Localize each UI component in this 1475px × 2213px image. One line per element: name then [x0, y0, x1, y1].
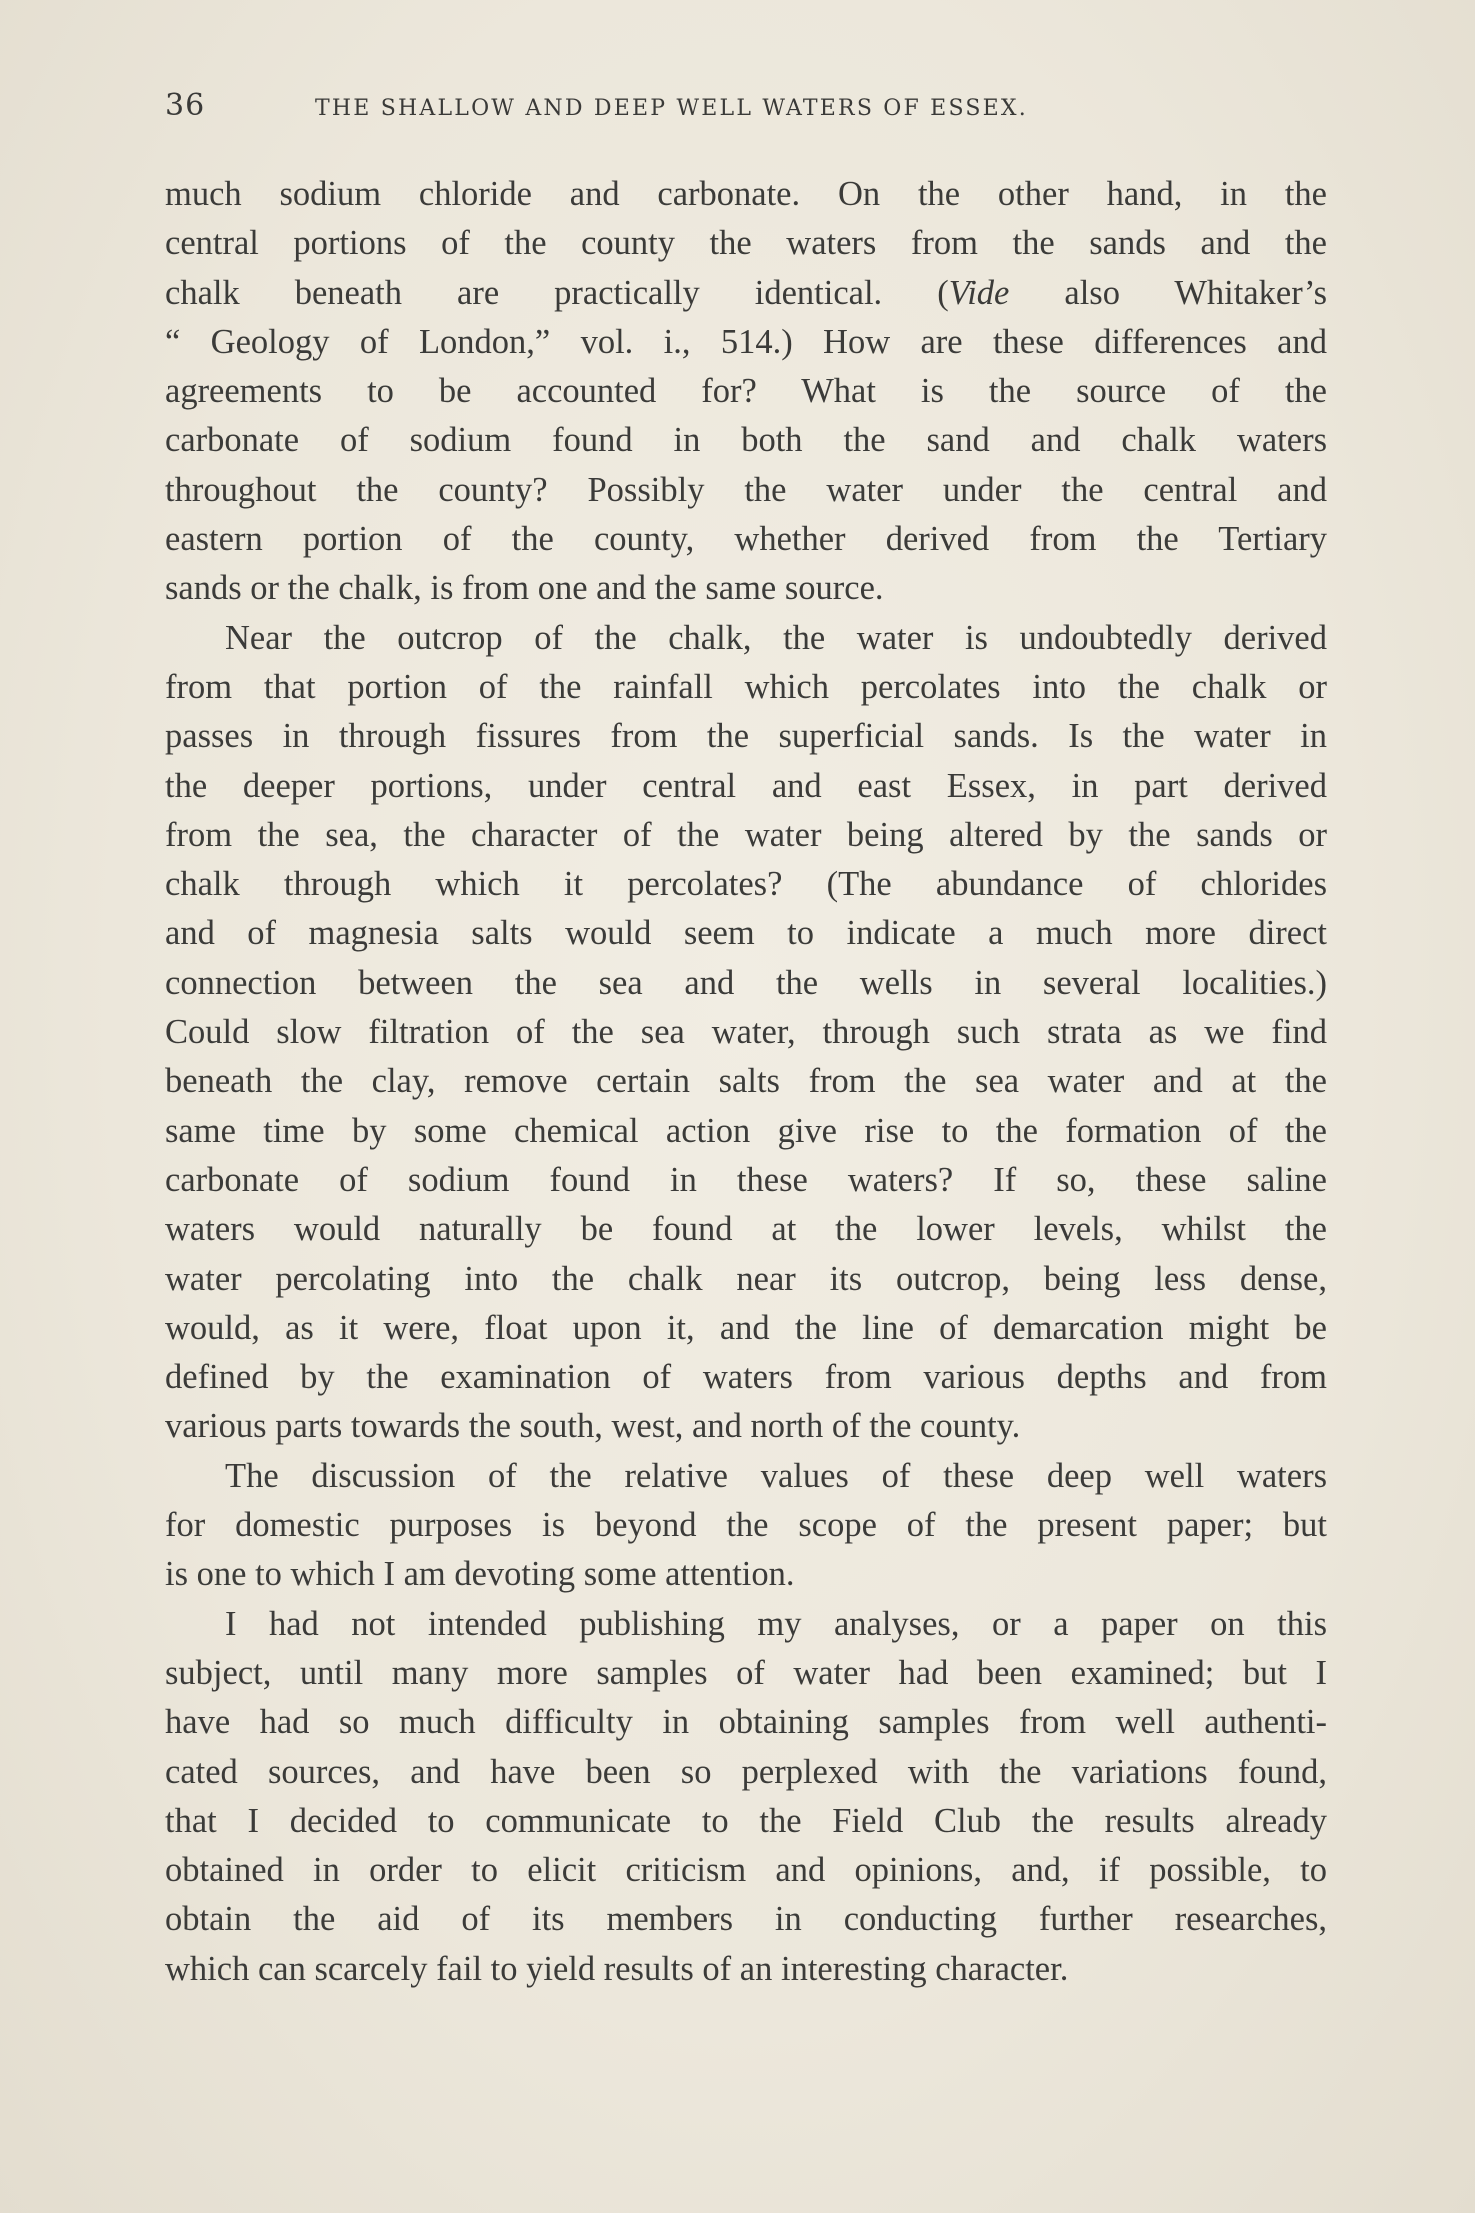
text-line: connection between the sea and the wells in several localities.) [165, 963, 1327, 1002]
text-line: subject, until many more samples of water had been examined; but I [165, 1653, 1327, 1692]
paragraph [165, 1452, 1327, 1600]
text-line: sands or the chalk, is from one and the same source. [165, 569, 884, 608]
text-line: obtained in order to elicit criticism and opinions, and, if possible, to [165, 1851, 1327, 1890]
text-line: Near the outcrop of the chalk, the water is undoubtedly derived [225, 618, 1327, 657]
page-header [165, 88, 1330, 138]
text-line: waters would naturally be found at the lower levels, whilst the [165, 1210, 1327, 1249]
text-line: which can scarcely fail to yield results of an interesting character. [165, 1949, 1069, 1988]
text-line: I had not intended publishing my analyses, or a paper on this [225, 1604, 1327, 1643]
text-line: chalk through which it percolates? (The abundance of chlorides [165, 865, 1327, 904]
text-line: various parts towards the south, west, and north of the county. [165, 1407, 1021, 1446]
text-line: cated sources, and have been so perplexed with the variations found, [165, 1752, 1327, 1791]
text-line: defined by the examination of waters from various depths and from [165, 1358, 1327, 1397]
text-line: The discussion of the relative values of these deep well waters [225, 1456, 1327, 1495]
text-line: carbonate of sodium found in both the sand and chalk waters [165, 421, 1327, 460]
text-line: Could slow filtration of the sea water, through such strata as we find [165, 1013, 1327, 1052]
paragraph [165, 1600, 1327, 1994]
text-line: would, as it were, float upon it, and the line of demarcation might be [165, 1308, 1327, 1347]
text-line: carbonate of sodium found in these waters? If so, these saline [165, 1160, 1327, 1199]
text-line: for domestic purposes is beyond the scope of the present paper; but [165, 1506, 1327, 1545]
text-line: same time by some chemical action give rise to the formation of the [165, 1111, 1327, 1150]
text-line: water percolating into the chalk near its outcrop, being less dense, [165, 1259, 1327, 1298]
text-line: central portions of the county the waters from the sands and the [165, 224, 1327, 263]
text-line: agreements to be accounted for? What is the source of the [165, 372, 1327, 411]
paragraph [165, 614, 1327, 1452]
text-line: the deeper portions, under central and east Essex, in part derived [165, 766, 1327, 805]
text-line: and of magnesia salts would seem to indicate a much more direct [165, 914, 1327, 953]
text-line: is one to which I am devoting some attention. [165, 1555, 795, 1594]
text-line: passes in through fissures from the superficial sands. Is the water in [165, 717, 1327, 756]
running-head: THE SHALLOW AND DEEP WELL WATERS OF ESSEX. [315, 96, 1028, 121]
page-number: 36 [165, 88, 206, 123]
text-line: that I decided to communicate to the Field Club the results already [165, 1801, 1327, 1840]
body-text [165, 170, 1327, 1994]
text-line: beneath the clay, remove certain salts from the sea water and at the [165, 1062, 1327, 1101]
text-line: eastern portion of the county, whether derived from the Tertiary [165, 520, 1327, 559]
text-line: chalk beneath are practically identical. (Vide also Whitaker’s [165, 273, 1327, 312]
text-line: obtain the aid of its members in conducting further researches, [165, 1900, 1327, 1939]
text-line: from that portion of the rainfall which percolates into the chalk or [165, 667, 1327, 706]
text-line: much sodium chloride and carbonate. On the other hand, in the [165, 175, 1327, 213]
text-line: throughout the county? Possibly the water under the central and [165, 470, 1327, 509]
text-line: have had so much difficulty in obtaining samples from well authenti- [165, 1703, 1327, 1742]
paragraph [165, 170, 1327, 614]
text-line: from the sea, the character of the water being altered by the sands or [165, 815, 1327, 854]
text-line: “ Geology of London,” vol. i., 514.) How are these differences and [165, 322, 1327, 361]
